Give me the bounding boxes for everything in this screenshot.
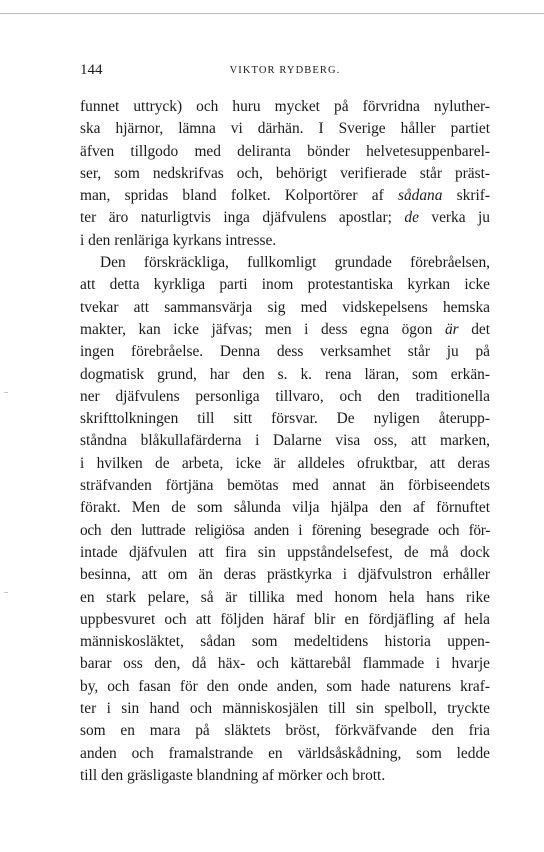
page-header	[80, 62, 490, 82]
page-number: 144	[80, 62, 103, 78]
margin-mark	[4, 392, 8, 393]
text-line: intade djäfvulen att fira sin uppståndelsefest, de må dock	[80, 543, 490, 561]
text-line: skrifttolkningen till sitt försvar. De nyligen återupp-	[80, 410, 490, 428]
text-line: människosläktet, sådan som medeltidens historia uppen-	[80, 633, 490, 651]
text-line: ingen förebråelse. Denna dess verksamhet står ju på	[80, 343, 490, 361]
text-line: barar oss den, då häx- och kättarebål flammade i hvarje	[80, 655, 490, 673]
text-line: som en mara på släktets bröst, förkväfvande den fria	[80, 722, 490, 740]
text-line: man, spridas bland folket. Kolportörer af sådana skrif-	[80, 187, 490, 205]
text-line: ter äro naturligtvis inga djäfvulens apostlar; de verka ju	[80, 209, 490, 227]
text-line: i hvilken de arbeta, icke är alldeles ofruktbar, att deras	[80, 454, 490, 472]
text-line: en stark pelare, så är tillika med honom hela hans rike	[80, 588, 490, 606]
margin-mark	[4, 592, 8, 593]
text-line: uppbesvuret och att följden häraf blir en fördjäfling af hela	[80, 610, 490, 628]
text-line: ska hjärnor, lämna vi därhän. I Sverige håller partiet	[80, 120, 490, 138]
running-head: VIKTOR RYDBERG.	[229, 65, 341, 76]
text-line: till den gräsligaste blandning af mörker och brott.	[80, 766, 386, 784]
text-line: besinna, att om än deras prästkyrka i djäfvulstron erhåller	[80, 566, 490, 584]
text-line: ståndna blåkullafärderna i Dalarne visa oss, att marken,	[80, 432, 490, 450]
text-line: ner djäfvulens personliga tillvaro, och den traditionella	[80, 387, 490, 405]
text-line: ser, som nedskrifvas och, behörigt verifierade står präst-	[80, 164, 490, 182]
text-line: äfven tillgodo med deliranta bönder helvetesuppenbarel-	[80, 142, 490, 160]
text-line: sträfvanden förtjäna bemötas med annat än förbiseendets	[80, 477, 490, 495]
text-line: förakt. Men de som sålunda vilja hjälpa den af förnuftet	[80, 499, 490, 517]
text-line: anden och framalstrande en världsåskådning, som ledde	[80, 744, 490, 762]
text-line: makter, kan icke jäfvas; men i dess egna ögon är det	[80, 320, 490, 338]
text-line: by, och fasan för den onde anden, som hade naturens kraf-	[80, 677, 490, 695]
text-line: dogmatisk grund, har den s. k. rena läran, som erkän-	[80, 365, 490, 383]
paragraph-first-line: Den förskräckliga, fullkomligt grundade förebråelsen,	[100, 254, 490, 272]
body-text	[80, 96, 490, 787]
top-rule	[0, 13, 544, 14]
text-line: ter i sin hand och människosjälen till sin spelboll, tryckte	[80, 700, 490, 718]
text-line: och den luttrade religiösa anden i förening besegrade och för-	[80, 521, 490, 539]
text-line: att detta kyrkliga parti inom protestantiska kyrkan icke	[80, 276, 490, 294]
text-line: tvekar att sammansvärja sig med vidskepelsens hemska	[80, 298, 490, 316]
text-line: i den renläriga kyrkans intresse.	[80, 231, 277, 249]
text-line: funnet uttryck) och huru mycket på förvridna nyluther-	[80, 98, 490, 115]
